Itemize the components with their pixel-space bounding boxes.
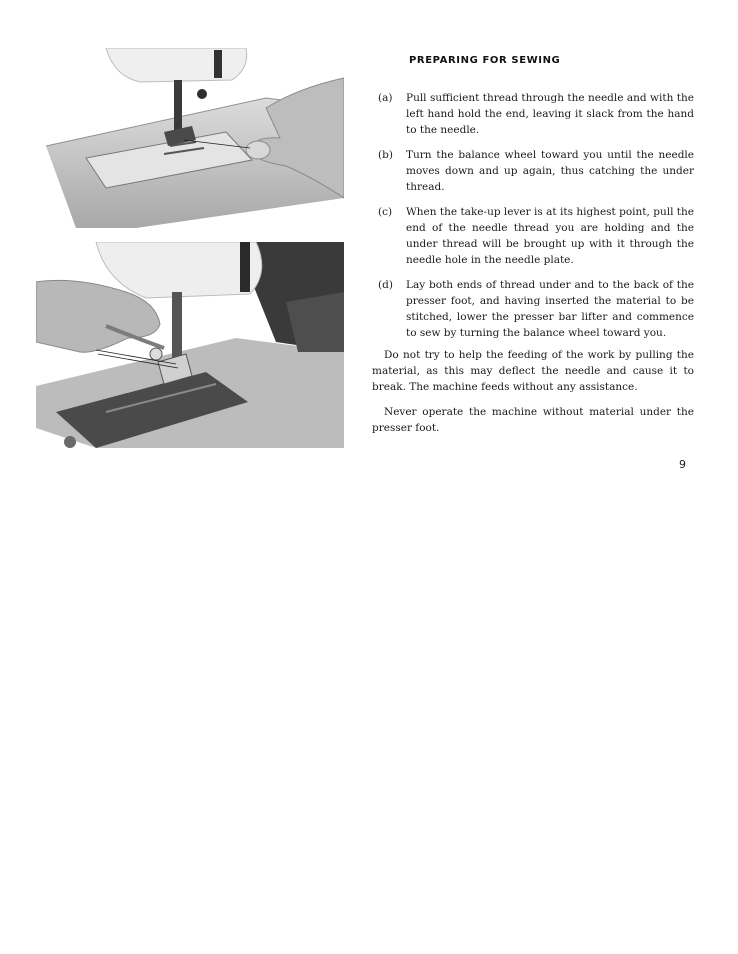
list-item [378, 204, 694, 268]
list-item-label: (a) [378, 92, 393, 104]
list-item-label: (b) [378, 149, 393, 161]
photo-holding-thread [36, 48, 344, 228]
photo-drawing-thread-under-foot [36, 242, 344, 448]
illustrations [36, 48, 344, 448]
list-item [378, 90, 694, 138]
caution-paragraph: Do not try to help the feeding of the work by pulling the material, as this may deflect the needle and cause it to break. The machine feeds without any assistance. [372, 348, 694, 393]
warning-paragraph: Never operate the machine without material under the presser foot. [372, 405, 694, 434]
photo-drawing-thread-image [36, 242, 344, 448]
list-item-text: When the take-up lever is at its highest point, pull the end of the needle thread you are holding and the under thread will be brought up with it through the needle hole in the needle plate. [406, 206, 694, 266]
list-item-label: (c) [378, 206, 393, 218]
instruction-list [378, 90, 694, 350]
section-heading: PREPARING FOR SEWING [409, 55, 561, 66]
list-item-text: Lay both ends of thread under and to the back of the presser foot, and having inserted the material to be stitched, lower the presser bar lifter and commence to sew by turning the balance wheel toward you. [406, 279, 694, 339]
page-number: 9 [679, 458, 686, 471]
list-item-text: Turn the balance wheel toward you until the needle moves down and up again, thus catching the under thread. [406, 149, 694, 193]
list-item [378, 147, 694, 195]
list-item-text: Pull sufficient thread through the needle and with the left hand hold the end, leaving it slack from the hand to the needle. [406, 92, 694, 136]
list-item [378, 277, 694, 341]
photo-holding-thread-image [36, 48, 344, 228]
list-item-label: (d) [378, 279, 393, 291]
